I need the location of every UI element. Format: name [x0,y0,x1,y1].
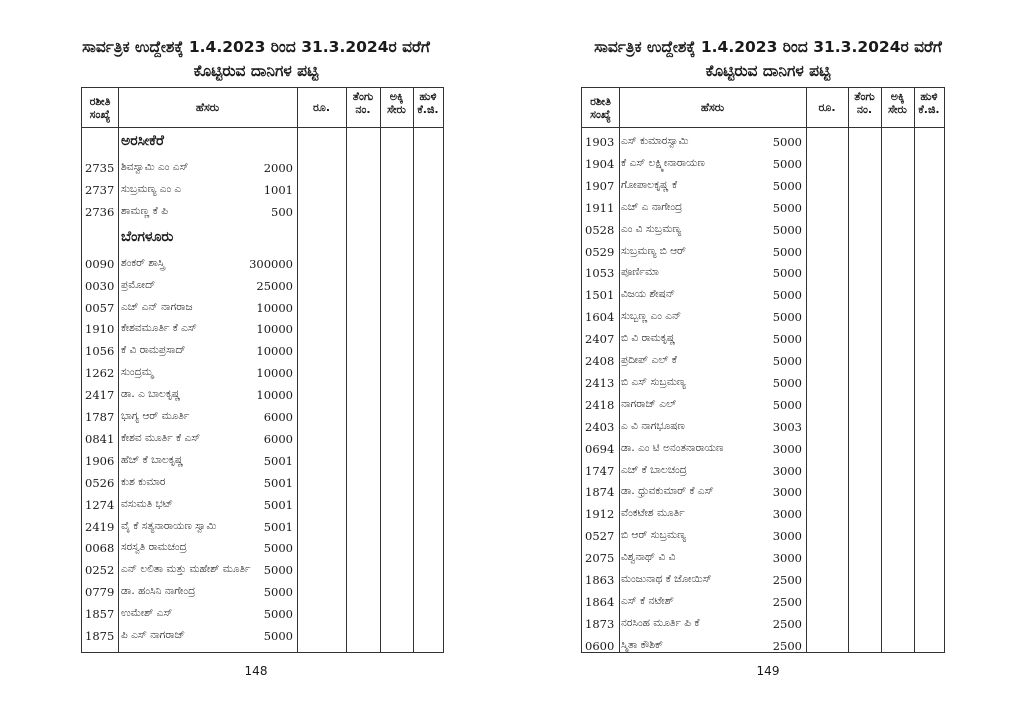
table-row [82,450,443,471]
donor-name: ವೈ ಕೆ ಸತ್ಯನಾರಾಯಣ ಸ್ವಾಮಿ [121,519,217,532]
table-row [82,406,443,427]
donation-amount: 5000 [772,310,802,325]
receipt-number: 0252 [85,563,115,578]
donor-name: ಬಿ ಎಸ್ ಸುಬ್ರಮಣ್ಯ [621,375,686,388]
donation-amount: 3000 [772,485,802,500]
receipt-number: 0600 [585,638,615,653]
donor-name: ಎಚ್ ಕೆ ಬಾಲಚಂದ್ರ [621,463,687,476]
header-rice: ಅಕ್ಕಿ ಸೇರು [888,90,907,116]
table-row [82,603,443,624]
receipt-number: 0779 [85,585,115,600]
table-row [82,428,443,449]
receipt-number: 2417 [85,388,115,403]
group-heading: ಬೆಂಗಳೂರು [121,228,174,245]
donor-name: ಪ್ರಮೋದ್ [121,278,156,291]
table-row [582,350,944,371]
donor-table [81,87,444,653]
donor-name: ಕೇಶವ ಮೂರ್ತಿ ಕೆ ಎಸ್ [121,431,201,444]
donor-name: ಪೂರ್ಣಿಮಾ [621,266,659,279]
donor-name: ಶಿವಸ್ವಾಮಿ ಎಂ ಎಸ್ [121,161,189,173]
table-row [582,569,944,590]
donation-amount: 5000 [772,200,802,215]
donation-amount: 5000 [263,607,293,622]
donor-name: ಶಾಮಣ್ಣ ಕೆ ಪಿ [121,204,168,217]
table-row [582,591,944,612]
receipt-number: 1056 [85,344,115,359]
donor-name: ಎಸ್ ಕೆ ನಟೇಶ್ [621,594,674,607]
donation-amount: 5001 [263,519,293,534]
donor-name: ಎನ್ ಲಲಿತಾ ಮತ್ತು ಮಹೇಶ್ ಮೂರ್ತಿ [121,563,251,576]
page-number: 148 [244,664,268,678]
donor-name: ಎಸ್ ಕುಮಾರಸ್ವಾಮಿ [621,135,689,147]
table-row [582,241,944,262]
receipt-number: 1864 [585,594,615,609]
donation-amount: 10000 [256,388,293,403]
donor-name: ಕುಶ ಕುಮಾರ [121,475,166,488]
table-row [82,472,443,493]
donation-amount: 3000 [772,551,802,566]
receipt-number: 1912 [585,507,615,522]
table-row [82,537,443,558]
header-receipt-no: ರಶೀತಿ ಸಂಖ್ಯೆ [89,94,111,121]
receipt-number: 1875 [85,629,115,643]
table-row [582,306,944,327]
header-rice: ಅಕ್ಕಿ ಸೇರು [387,90,406,116]
donation-amount: 3000 [772,529,802,544]
receipt-number: 2408 [585,354,615,368]
table-row [582,481,944,502]
donor-name: ವಸುಮತಿ ಭಟ್ [121,497,173,510]
donor-name: ಕೇಶವಮೂರ್ತಿ ಕೆ ಎಸ್ [121,322,197,335]
donor-name: ಗೋಪಾಲಕೃಷ್ಣ ಕೆ [621,178,678,191]
page-subtitle: ಕೊಟ್ಟಿರುವ ದಾನಿಗಳ ಪಟ್ಟಿ [705,62,831,80]
table-row [582,460,944,481]
donor-name: ಡಾ. ಎಂ ಟಿ ಅನಂತನಾರಾಯಣ [621,441,724,454]
donation-amount: 5000 [772,354,802,368]
donation-amount: 10000 [256,344,293,359]
donation-amount: 10000 [256,366,293,381]
header-name: ಹೆಸರು [195,101,220,114]
receipt-number: 2403 [585,419,615,434]
header-coconut: ತೆಂಗು ನಂ. [352,90,374,116]
table-row [582,525,944,546]
table-row [82,559,443,580]
table-row [582,613,944,634]
donor-name: ಡಾ. ಎ ಬಾಲಕೃಷ್ಣ [121,388,181,401]
table-row [582,219,944,240]
receipt-number: 1274 [85,497,115,512]
receipt-number: 1604 [585,310,615,325]
receipt-number: 1787 [85,410,115,424]
donation-amount: 5000 [772,178,802,193]
page-number: 149 [756,664,780,678]
receipt-number: 2407 [585,332,615,347]
receipt-number: 0694 [585,441,615,456]
donor-name: ಹೆಚ್ ಕೆ ಬಾಲಕೃಷ್ಣ [121,453,184,466]
table-row [82,253,443,274]
receipt-number: 1501 [585,288,615,303]
table-row [582,416,944,437]
receipt-number: 0090 [85,256,115,271]
donor-name: ಬಿ ವಿ ರಾಮಕೃಷ್ಣ [621,332,676,345]
receipt-number: 1053 [585,266,615,281]
donation-amount: 6000 [263,431,293,446]
receipt-number: 1903 [585,135,615,149]
receipt-number: 2736 [85,204,115,219]
donation-amount: 5000 [263,541,293,556]
page-title: ಸಾರ್ವತ್ರಿಕ ಉದ್ದೇಶಕ್ಕೆ 1.4.2023 ರಿಂದ 31.3.2024ರ ವರೆಗೆ [594,38,942,56]
receipt-number: 1911 [585,200,615,215]
header-tamarind: ಹುಳಿ ಕೆ.ಜಿ. [417,90,439,116]
table-row [582,153,944,174]
header-amount: ರೂ. [818,101,836,114]
donor-name: ಸುಬ್ರಮಣ್ಯ ಬಿ ಆರ್ [621,244,686,257]
donation-amount: 5000 [263,629,293,643]
table-row [82,318,443,339]
donor-table [581,87,945,653]
donation-amount: 5000 [772,222,802,237]
receipt-number: 0068 [85,541,115,556]
table-row [582,503,944,524]
donor-name: ಎ ವಿ ನಾಗಭೂಷಣ [621,419,685,432]
donation-amount: 5000 [772,397,802,412]
page-subtitle: ಕೊಟ್ಟಿರುವ ದಾನಿಗಳ ಪಟ್ಟಿ [193,62,319,80]
receipt-number: 2413 [585,375,615,390]
receipt-number: 0529 [585,244,615,259]
receipt-number: 2418 [585,397,615,412]
donation-amount: 3003 [772,419,802,434]
header-name: ಹೆಸರು [700,101,725,114]
donation-amount: 300000 [249,256,293,271]
donor-name: ಡಾ. ಧ್ರುವಕುಮಾರ್ ಕೆ ಎಸ್ [621,485,714,498]
donation-amount: 2500 [772,638,802,653]
donation-amount: 5000 [772,244,802,259]
receipt-number: 1747 [585,463,615,478]
donor-name: ಕೆ ವಿ ರಾಮಪ್ರಸಾದ್ [121,344,186,357]
receipt-number: 2735 [85,161,115,175]
table-row [82,179,443,200]
donation-amount: 2000 [263,161,293,175]
donor-name: ಕೆ ಎಸ್ ಲಕ್ಷ್ಮೀನಾರಾಯಣ [621,156,705,169]
receipt-number: 1874 [585,485,615,500]
donation-amount: 5000 [772,332,802,347]
receipt-number: 2419 [85,519,115,534]
donation-amount: 1001 [263,182,293,197]
table-row [82,516,443,537]
donor-name: ಪಿ ಎಸ್ ನಾಗರಾಜ್ [121,629,186,641]
table-row [582,284,944,305]
table-row [582,262,944,283]
table-row [582,131,944,152]
table-row [582,547,944,568]
table-row [82,275,443,296]
donor-name: ಸರಸ್ವತಿ ರಾಮಚಂದ್ರ [121,541,187,554]
receipt-number: 0527 [585,529,615,544]
donor-name: ಉಮೇಶ್ ಎಸ್ [121,607,173,620]
table-row [82,201,443,222]
table-row [82,384,443,405]
receipt-number: 1907 [585,178,615,193]
receipt-number: 0528 [585,222,615,237]
table-row [582,394,944,415]
header-receipt-no: ರಶೀತಿ ಸಂಖ್ಯೆ [590,94,611,121]
donation-amount: 25000 [256,278,293,293]
header-amount: ರೂ. [312,101,330,114]
donor-name: ಬಿ ಆರ್ ಸುಬ್ರಮಣ್ಯ [621,529,686,542]
table-row [582,175,944,196]
receipt-number: 1873 [585,616,615,631]
table-row [82,297,443,318]
donor-name: ವಿಶ್ವನಾಥ್ ವಿ ವಿ [621,551,676,564]
donation-amount: 3000 [772,463,802,478]
donation-amount: 2500 [772,594,802,609]
donation-amount: 5000 [263,585,293,600]
donor-name: ಡಾ. ಹಂಸಿನಿ ನಾಗೇಂದ್ರ [121,585,196,598]
table-row [582,635,944,656]
donor-name: ಸುಂದ್ರಮ್ಮ [121,366,154,379]
header-coconut: ತೆಂಗು ನಂ. [854,90,875,116]
table-row [582,438,944,459]
table-row [82,581,443,602]
donation-amount: 5000 [772,135,802,149]
donor-name: ಸುಬ್ರಮಣ್ಯ ಎಂ ಎ [121,182,182,195]
right-page [512,0,1024,724]
donor-name: ಸುಬ್ಬಣ್ಣ ಎಂ ಎನ್ [621,310,682,323]
donation-amount: 5001 [263,453,293,468]
table-row [582,372,944,393]
header-tamarind: ಹುಳಿ ಕೆ.ಜಿ. [918,90,940,116]
donor-name: ಸ್ಮಿತಾ ಕೌಶಿಕ್ [621,638,664,651]
donation-amount: 5000 [772,375,802,390]
donor-name: ಭಾಗ್ಯ ಆರ್ ಮೂರ್ತಿ [121,410,190,422]
receipt-number: 1863 [585,573,615,587]
donation-amount: 5000 [772,266,802,281]
donor-name: ಎಚ್ ಎ ನಾಗೇಂದ್ರ [621,200,683,213]
donor-name: ವೆಂಕಟೇಶ ಮೂರ್ತಿ [621,507,685,520]
receipt-number: 0057 [85,300,115,315]
receipt-number: 2075 [585,551,615,566]
group-heading: ಅರಸೀಕೆರೆ [121,133,164,149]
receipt-number: 2737 [85,182,115,197]
receipt-number: 1906 [85,453,115,468]
donor-name: ಎಚ್ ಎನ್ ನಾಗರಾಜ [121,300,193,313]
receipt-number: 0030 [85,278,115,293]
receipt-number: 1904 [585,156,615,171]
table-row [82,157,443,178]
donor-name: ನರಸಿಂಹ ಮೂರ್ತಿ ಪಿ ಕೆ [621,616,700,629]
donation-amount: 3000 [772,507,802,522]
donor-name: ಎಂ ವಿ ಸುಬ್ರಮಣ್ಯ [621,222,682,235]
receipt-number: 1910 [85,322,115,337]
receipt-number: 0526 [85,475,115,490]
table-row [82,362,443,383]
receipt-number: 1857 [85,607,115,622]
donation-amount: 5001 [263,497,293,512]
donation-amount: 5000 [263,563,293,578]
donor-name: ಮಂಜುನಾಥ ಕೆ ಜೋಯಿಸ್ [621,573,712,585]
donor-name: ಶಂಕರ್ ಶಾಸ್ತ್ರಿ [121,256,165,269]
donation-amount: 3000 [772,441,802,456]
donor-name: ಪ್ರದೀಪ್ ಎಲ್ ಕೆ [621,354,677,366]
table-row [82,625,443,646]
donor-name: ನಾಗರಾಜ್ ಎಲ್ [621,397,677,410]
receipt-number: 1262 [85,366,115,381]
receipt-number: 0841 [85,431,115,446]
table-row [582,328,944,349]
donation-amount: 10000 [256,300,293,315]
table-row [82,340,443,361]
donation-amount: 6000 [263,410,293,424]
donation-amount: 5001 [263,475,293,490]
donation-amount: 2500 [772,573,802,587]
donation-amount: 10000 [256,322,293,337]
table-row [582,197,944,218]
page-title: ಸಾರ್ವತ್ರಿಕ ಉದ್ದೇಶಕ್ಕೆ 1.4.2023 ರಿಂದ 31.3.2024ರ ವರೆಗೆ [82,38,430,56]
table-row [82,494,443,515]
donation-amount: 2500 [772,616,802,631]
donor-name: ವಿಜಯ ಶೇಷನ್ [621,288,675,301]
donation-amount: 5000 [772,288,802,303]
donation-amount: 5000 [772,156,802,171]
donation-amount: 500 [271,204,293,219]
